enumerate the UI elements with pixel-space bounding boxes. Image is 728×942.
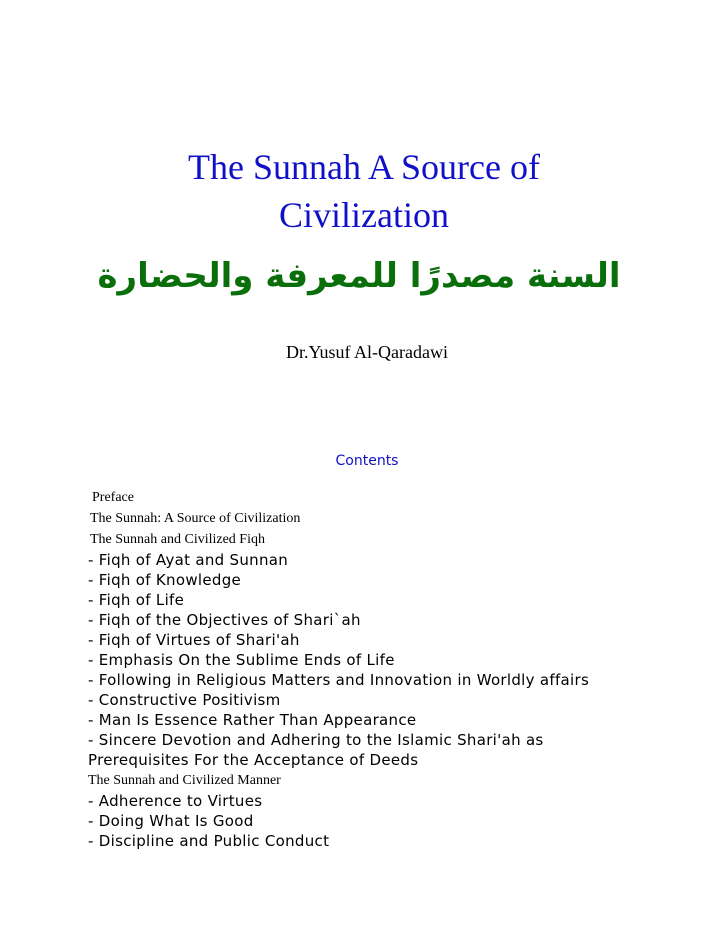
toc-item-fiqh-objectives[interactable]: - Fiqh of the Objectives of Shari`ah — [88, 611, 361, 629]
toc-item-discipline-conduct[interactable]: - Discipline and Public Conduct — [88, 832, 330, 850]
toc-section-preface[interactable]: Preface — [92, 490, 134, 505]
toc-item-adherence-virtues[interactable]: - Adherence to Virtues — [88, 792, 263, 810]
title-line-2: Civilization — [279, 195, 449, 235]
contents-heading[interactable]: Contents — [335, 453, 399, 469]
toc-item-fiqh-virtues[interactable]: - Fiqh of Virtues of Shari'ah — [88, 631, 300, 649]
toc-section-source-of-civilization[interactable]: The Sunnah: A Source of Civilization — [90, 511, 301, 526]
toc-item-fiqh-life[interactable]: - Fiqh of Life — [88, 591, 185, 609]
title-line-1: The Sunnah A Source of — [188, 147, 540, 187]
toc-item-religious-worldly[interactable]: - Following in Religious Matters and Innovation in Worldly affairs — [88, 671, 590, 689]
author-name: Dr.Yusuf Al-Qaradawi — [286, 342, 448, 362]
toc-section-civilized-manner[interactable]: The Sunnah and Civilized Manner — [88, 773, 281, 788]
toc-item-constructive-positivism[interactable]: - Constructive Positivism — [88, 691, 281, 709]
toc-item-doing-good[interactable]: - Doing What Is Good — [88, 812, 254, 830]
table-of-contents — [88, 487, 718, 851]
toc-item-essence-appearance[interactable]: - Man Is Essence Rather Than Appearance — [88, 711, 417, 729]
toc-item-sincere-devotion[interactable]: - Sincere Devotion and Adhering to the Islamic Shari'ah as Prerequisites For the Acceptance of Deeds — [88, 731, 544, 769]
arabic-title: السنة مصدرًا للمعرفة والحضارة — [97, 256, 621, 296]
document-title — [0, 143, 728, 239]
toc-item-fiqh-knowledge[interactable]: - Fiqh of Knowledge — [88, 571, 242, 589]
toc-section-civilized-fiqh[interactable]: The Sunnah and Civilized Fiqh — [90, 532, 265, 547]
toc-item-sublime-ends[interactable]: - Emphasis On the Sublime Ends of Life — [88, 651, 395, 669]
toc-item-fiqh-ayat-sunnan[interactable]: - Fiqh of Ayat and Sunnan — [88, 551, 289, 569]
